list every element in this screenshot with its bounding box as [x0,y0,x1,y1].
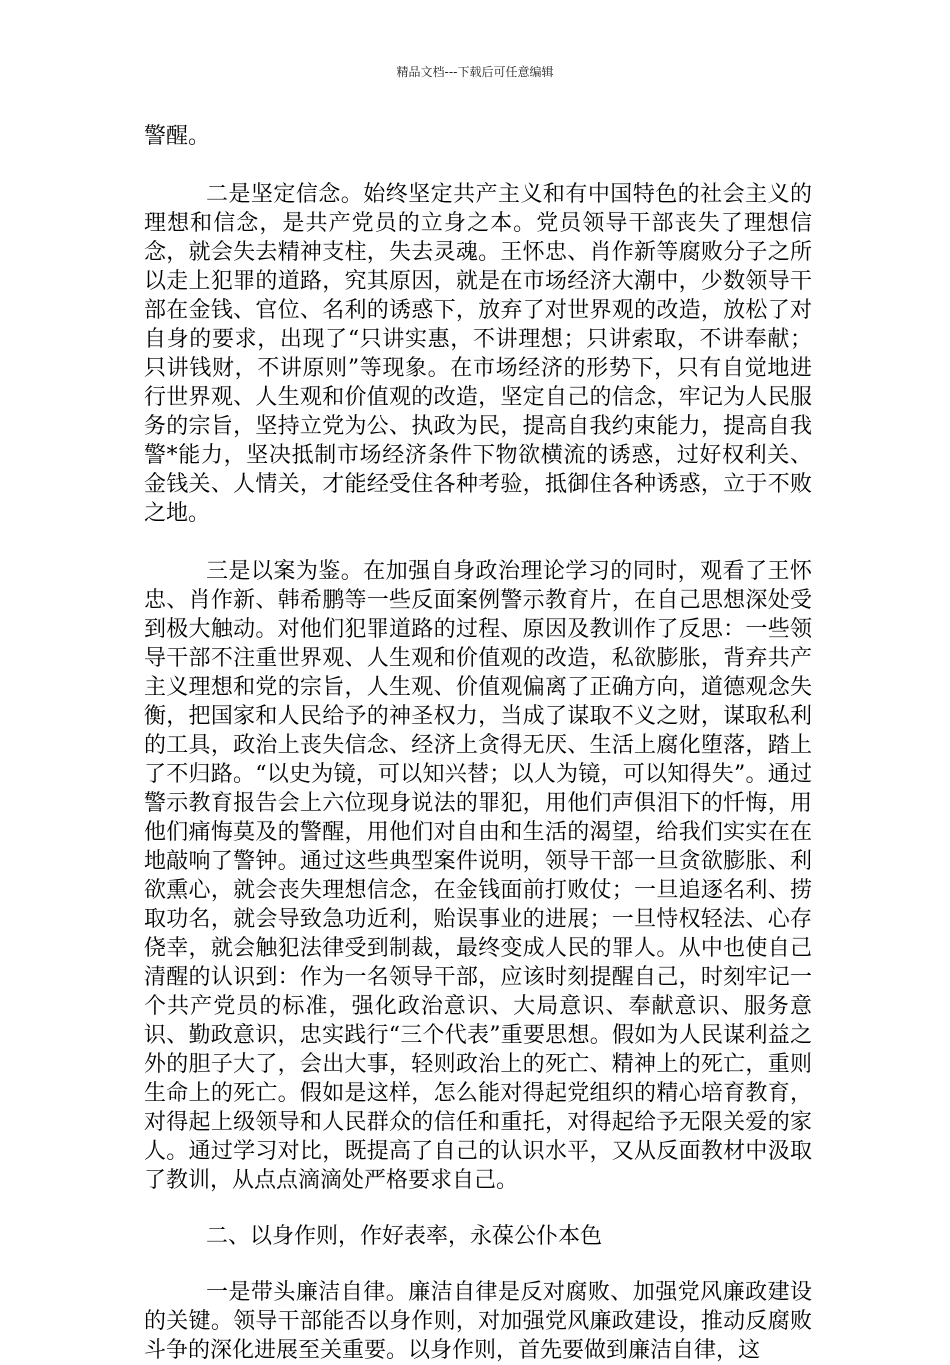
section-heading: 二、以身作则，作好表率，永葆公仆本色 [206,1224,603,1249]
paragraph-spacer [144,1195,812,1222]
paragraph-self-discipline: 一是带头廉洁自律。廉洁自律是反对腐败、加强党风廉政建设的关键。领导干部能否以身作则，对加强党风廉政建设，推动反腐败斗争的深化进展至关重要。以身作则，首先要做到廉洁自律，这 [144,1280,812,1363]
paragraph-continuation: 警醒。 [144,124,211,149]
paragraph-case-lessons: 三是以案为鉴。在加强自身政治理论学习的同时，观看了王怀忠、肖作新、韩希鹏等一些反面案例警示教育片，在自己思想深处受到极大触动。对他们犯罪道路的过程、原因及教训作了反思：一些领导干部不注重世界观、人生观和价值观的改造，私欲膨胀，背弃共产主义理想和党的宗旨，人生观、价值观偏离了正确方向，道德观念失衡，把国家和人民给予的神圣权力，当成了谋取不义之财，谋取私利的工具，政治上丧失信念、经济上贪得无厌、生活上腐化堕落，踏上了不归路。“以史为镜，可以知兴替；以人为镜，可以知得失”。通过警示教育报告会上六位现身说法的罪犯，用他们声俱泪下的忏悔，用他们痛悔莫及的警醒，用他们对自由和生活的渴望，给我们实实在在地敲响了警钟。通过这些典型案件说明，领导干部一旦贪欲膨胀、利欲熏心，就会丧失理想信念，在金钱面前打败仗；一旦追逐名利、捞取功名，就会导致急功近利，贻误事业的进展；一旦恃权轻法、心存侥幸，就会触犯法律受到制裁，最终变成人民的罪人。从中也使自己清醒的认识到：作为一名领导干部，应该时刻提醒自己，时刻牢记一个共产党员的标准，强化政治意识、大局意识、奉献意识、服务意识、勤政意识，忠实践行“三个代表”重要思想。假如为人民谋利益之外的胆子大了，会出大事，轻则政治上的死亡、精神上的死亡，重则生命上的死亡。假如是这样，怎么能对得起党组织的精心培育教育，对得起上级领导和人民群众的信任和重托，对得起给予无限关爱的家人。通过学习对比，既提高了自己的认识水平，又从反面教材中汲取了教训，从点点滴滴处严格要求自己。 [144,559,812,1193]
paragraph-spacer [144,1251,812,1278]
paragraph-spacer [144,528,812,557]
document-body [144,122,812,1365]
paragraph-firm-belief: 二是坚定信念。始终坚定共产主义和有中国特色的社会主义的理想和信念，是共产党员的立身之本。党员领导干部丧失了理想信念，就会失去精神支柱，失去灵魂。王怀忠、肖作新等腐败分子之所以走上犯罪的道路，究其原因，就是在市场经济大潮中，少数领导干部在金钱、官位、名利的诱惑下，放弃了对世界观的改造，放松了对自身的要求，出现了“只讲实惠，不讲理想；只讲索取，不讲奉献；只讲钱财，不讲原则”等现象。在市场经济的形势下，只有自觉地进行世界观、人生观和价值观的改造，坚定自己的信念，牢记为人民服务的宗旨，坚持立党为公、执政为民，提高自我约束能力，提高自我警*能力，坚决抵制市场经济条件下物欲横流的诱惑，过好权利关、金钱关、人情关，才能经受住各种考验，抵御住各种诱惑，立于不败之地。 [144,182,812,526]
paragraph-spacer [144,151,812,180]
page-header: 精品文档---下载后可任意编辑 [396,65,554,79]
